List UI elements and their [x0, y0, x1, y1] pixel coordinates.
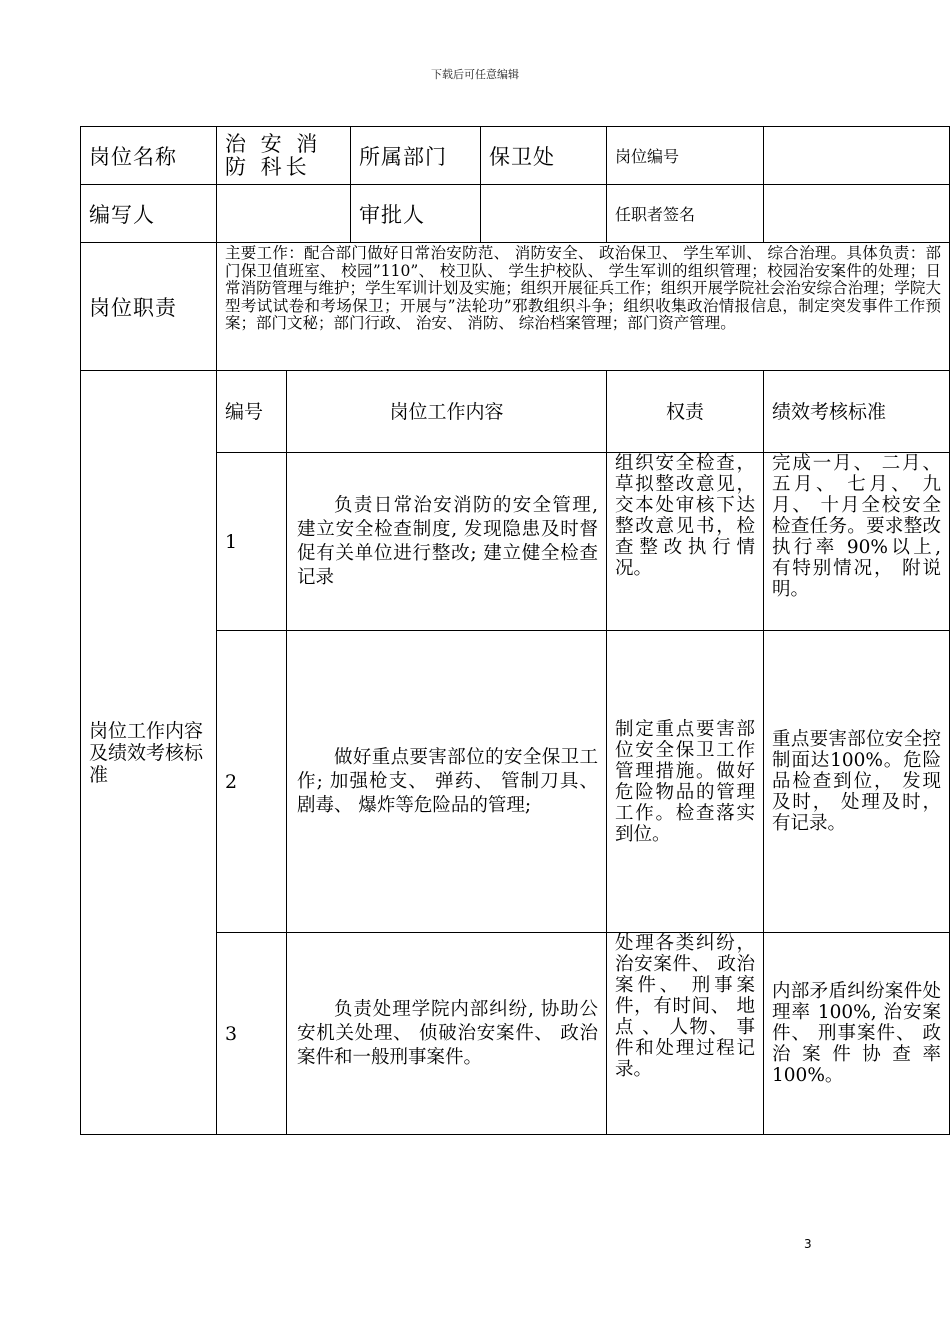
row-standard: 重点要害部位安全控制面达100%。危险品检查到位， 发现及时， 处理及时，有记录。 [764, 631, 950, 933]
header-no: 编号 [217, 371, 287, 453]
label-approver: 审批人 [351, 185, 481, 243]
row-standard: 完成一月、 二月、 五月、 七月、 九月、 十月全校安全检查任务。要求整改执行率 90%以上, 有特别情况， 附说明。 [764, 453, 950, 631]
row-standard: 内部矛盾纠纷案件处理率 100%, 治安案件、 刑事案件、 政治案件协查率 100%。 [764, 933, 950, 1135]
row-content [287, 631, 607, 933]
row-authority: 制定重点要害部位安全保卫工作管理措施。做好危险物品的管理工作。检查落实到位。 [607, 631, 764, 933]
label-duties: 岗位职责 [81, 243, 217, 371]
label-position-code: 岗位编号 [607, 127, 764, 185]
label-signature: 任职者签名 [607, 185, 764, 243]
row-content [287, 453, 607, 631]
row-no: 1 [217, 453, 287, 631]
author-value [217, 185, 351, 243]
label-department: 所属部门 [351, 127, 481, 185]
row-no: 3 [217, 933, 287, 1135]
row-content [287, 933, 607, 1135]
header-authority: 权责 [607, 371, 764, 453]
department-value: 保卫处 [481, 127, 607, 185]
position-code-value [764, 127, 950, 185]
approver-value [481, 185, 607, 243]
row-authority: 处理各类纠纷，治安案件、 政治案件、 刑事案件，有时间、 地点 、 人物、 事件和处理过程记录。 [607, 933, 764, 1135]
header-note: 下载后可任意编辑 [431, 68, 519, 81]
page-number: 3 [804, 1237, 812, 1251]
row-authority: 组织安全检查，草拟整改意见，交本处审核下达整改意见书，检查整改执行情况。 [607, 453, 764, 631]
row-content-text: 负责处理学院内部纠纷, 协助公安机关处理、 侦破治安案件、 政治案件和一般刑事案件。 [297, 998, 599, 1068]
job-description-table [80, 126, 950, 1135]
row-no: 2 [217, 631, 287, 933]
duties-text: 主要工作：配合部门做好日常治安防范、 消防安全、 政治保卫、 学生军训、 综合治理。具体负责：部门保卫值班室、 校园”110”、 校卫队、 学生护校队、 学生军训的组织管理；校园治安案件的处理；日常消防管理与维护；学生军训计划及实施；组织开展征兵工作；组织开展学院社会治安综合治理；学院大型考试试卷和考场保卫；开展与”法轮功”邪教组织斗争；组织收集政治情报信息，制定突发事件工作预案；部门文秘；部门行政、 治安、 消防、 综治档案管理；部门资产管理。 [217, 243, 950, 371]
signature-value [764, 185, 950, 243]
position-name-value: 治 安 消 防 科长 [217, 127, 351, 185]
row-content-text: 负责日常治安消防的安全管理, 建立安全检查制度, 发现隐患及时督促有关单位进行整改; 建立健全检查记录 [297, 494, 599, 588]
label-work-content: 岗位工作内容及绩效考核标准 [81, 371, 217, 1135]
row-content-text: 做好重点要害部位的安全保卫工作; 加强枪支、 弹药、 管制刀具、 剧毒、 爆炸等危险品的管理; [297, 746, 599, 816]
label-author: 编写人 [81, 185, 217, 243]
header-content: 岗位工作内容 [287, 371, 607, 453]
label-position-name: 岗位名称 [81, 127, 217, 185]
header-standard: 绩效考核标准 [764, 371, 950, 453]
